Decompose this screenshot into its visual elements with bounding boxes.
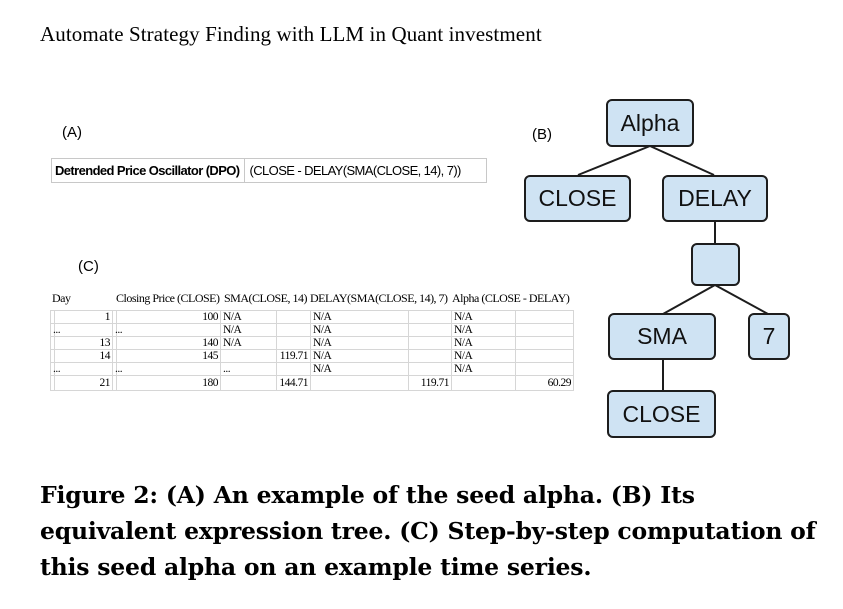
table-cell — [55, 324, 113, 337]
table-cell — [409, 311, 452, 324]
table-cell: N/A — [221, 324, 277, 337]
table-cell — [516, 337, 574, 350]
table-cell: N/A — [452, 324, 516, 337]
table-cell — [221, 376, 277, 391]
table-cell: 13 — [55, 337, 113, 350]
table-cell: 119.71 — [277, 350, 311, 363]
dpo-expression: (CLOSE - DELAY(SMA(CLOSE, 14), 7)) — [249, 163, 461, 178]
table-cell — [516, 350, 574, 363]
table-row — [51, 311, 574, 324]
table-cell: 145 — [117, 350, 221, 363]
running-head: Automate Strategy Finding with LLM in Quant investment — [40, 22, 542, 46]
table-cell: ... — [221, 363, 277, 376]
col-header-sma: SMA(CLOSE, 14) — [224, 291, 308, 305]
tree-edge — [578, 146, 650, 175]
computation-grid — [50, 310, 574, 391]
table-row — [51, 324, 574, 337]
panel-label-b: (B) — [532, 126, 552, 143]
dpo-name: Detrended Price Oscillator (DPO) — [55, 163, 240, 178]
table-cell — [117, 324, 221, 337]
col-header-delay: DELAY(SMA(CLOSE, 14), 7) — [310, 291, 448, 305]
table-cell: N/A — [221, 311, 277, 324]
tree-node-close: CLOSE — [524, 175, 631, 222]
table-cell — [516, 324, 574, 337]
tree-node-seven: 7 — [748, 313, 790, 360]
figure-caption: Figure 2: (A) An example of the seed alpha. (B) Its equivalent expression tree. (C) Step-by-step computation of this seed alpha on an example time series. — [40, 481, 816, 581]
table-cell — [516, 363, 574, 376]
table-cell — [452, 376, 516, 391]
table-cell: N/A — [311, 324, 409, 337]
col-header-close: Closing Price (CLOSE) — [116, 291, 220, 305]
table-cell — [55, 363, 113, 376]
table-cell: N/A — [452, 337, 516, 350]
table-cell — [277, 311, 311, 324]
table-cell: N/A — [311, 363, 409, 376]
table-row — [51, 350, 574, 363]
table-cell — [277, 363, 311, 376]
table-cell: ... — [51, 324, 55, 337]
table-cell: N/A — [221, 337, 277, 350]
table-cell: N/A — [452, 311, 516, 324]
tree-edge — [715, 285, 768, 314]
table-cell: N/A — [452, 350, 516, 363]
panel-label-a: (A) — [62, 124, 82, 141]
tree-edge — [650, 146, 714, 175]
table-cell: ... — [113, 324, 117, 337]
tree-node-empty — [691, 243, 740, 286]
table-row — [51, 363, 574, 376]
table-cell: 14 — [55, 350, 113, 363]
col-header-day: Day — [52, 291, 71, 305]
table-cell: 119.71 — [409, 376, 452, 391]
table-cell: 60.29 — [516, 376, 574, 391]
table-cell: 180 — [117, 376, 221, 391]
table-row — [51, 337, 574, 350]
table-cell: ... — [113, 363, 117, 376]
table-cell: 1 — [55, 311, 113, 324]
table-row — [51, 376, 574, 391]
table-cell: 144.71 — [277, 376, 311, 391]
tree-node-alpha: Alpha — [606, 99, 694, 147]
table-cell: N/A — [452, 363, 516, 376]
table-cell — [516, 311, 574, 324]
dpo-formula-box — [51, 158, 487, 183]
panel-label-c: (C) — [78, 258, 99, 275]
table-cell — [221, 350, 277, 363]
table-cell — [409, 337, 452, 350]
table-cell — [277, 337, 311, 350]
col-header-alpha: Alpha (CLOSE - DELAY) — [452, 291, 570, 305]
table-cell — [409, 350, 452, 363]
table-cell — [311, 376, 409, 391]
tree-edge — [663, 285, 715, 314]
table-cell — [277, 324, 311, 337]
tree-node-delay: DELAY — [662, 175, 768, 222]
table-cell: 140 — [117, 337, 221, 350]
table-cell: 100 — [117, 311, 221, 324]
table-cell: ... — [51, 363, 55, 376]
table-cell — [409, 363, 452, 376]
tree-node-sma: SMA — [608, 313, 716, 360]
table-cell: 21 — [55, 376, 113, 391]
table-cell — [117, 363, 221, 376]
table-cell — [409, 324, 452, 337]
tree-node-close-leaf: CLOSE — [607, 390, 716, 438]
table-cell: N/A — [311, 311, 409, 324]
table-cell: N/A — [311, 337, 409, 350]
table-cell: N/A — [311, 350, 409, 363]
